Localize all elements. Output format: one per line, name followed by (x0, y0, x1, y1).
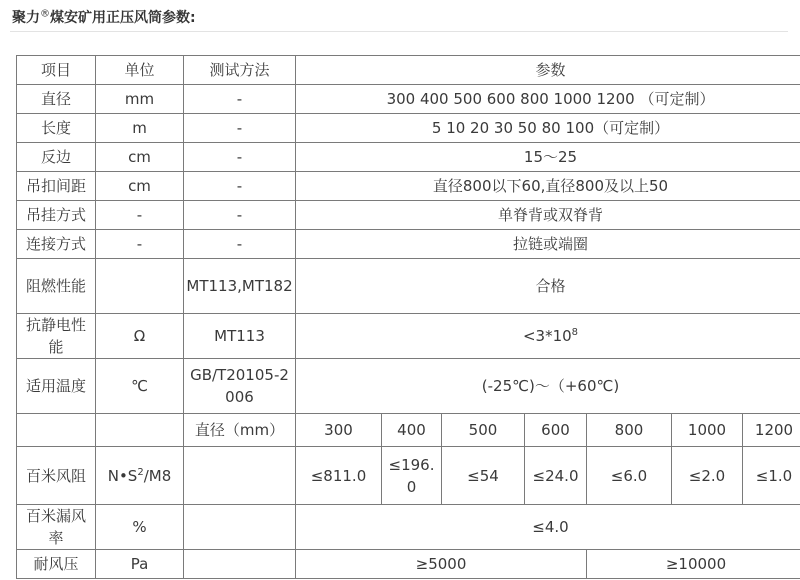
empty-cell (17, 414, 96, 447)
heading-title: 煤安矿用正压风筒参数: (50, 10, 196, 26)
row-value: ≤4.0 (296, 505, 800, 550)
row-value: 15～25 (296, 143, 800, 172)
table-header-row (17, 56, 800, 85)
page-heading (12, 7, 196, 27)
row-value: (-25℃)～（+60℃) (296, 359, 800, 414)
row-item: 抗静电性能 (17, 314, 96, 359)
row-value (296, 314, 800, 359)
unit-exponent: 2 (137, 466, 144, 478)
row-value: 300 400 500 600 800 1000 1200 （可定制） (296, 85, 800, 114)
row-value: 直径800以下60,直径800及以上50 (296, 172, 800, 201)
row-value: 5 10 20 30 50 80 100（可定制） (296, 114, 800, 143)
row-value: 单脊背或双脊背 (296, 201, 800, 230)
row-unit: ℃ (96, 359, 184, 414)
diameter-value: 800 (587, 414, 672, 447)
table-row (17, 85, 800, 114)
row-method: - (184, 201, 296, 230)
value-base: <3*10 (522, 327, 572, 345)
row-method: - (184, 172, 296, 201)
row-item: 吊扣间距 (17, 172, 96, 201)
header-item: 项目 (17, 56, 96, 85)
table-row (17, 172, 800, 201)
registered-mark: ® (40, 8, 50, 20)
row-method: - (184, 85, 296, 114)
resistance-value: ≤196.0 (382, 447, 442, 505)
diameter-value: 500 (442, 414, 525, 447)
empty-cell (184, 447, 296, 505)
table-row-wind-resistance (17, 447, 800, 505)
pressure-value-large: ≥10000 (587, 550, 800, 579)
empty-cell (184, 550, 296, 579)
row-unit: - (96, 230, 184, 259)
row-unit: Ω (96, 314, 184, 359)
row-item: 百米漏风率 (17, 505, 96, 550)
diameter-value: 1200 (743, 414, 800, 447)
resistance-value: ≤2.0 (672, 447, 743, 505)
table-row-leakage (17, 505, 800, 550)
row-value: 拉链或端圈 (296, 230, 800, 259)
unit-base: N•S (107, 466, 138, 485)
row-unit: - (96, 201, 184, 230)
row-unit (96, 447, 184, 505)
row-item: 反边 (17, 143, 96, 172)
row-method: - (184, 143, 296, 172)
table-row-pressure (17, 550, 800, 579)
pressure-value-small: ≥5000 (296, 550, 587, 579)
unit-tail: /M8 (143, 466, 172, 485)
row-unit: cm (96, 172, 184, 201)
heading-divider (10, 31, 788, 32)
row-unit: m (96, 114, 184, 143)
row-method: - (184, 230, 296, 259)
header-param: 参数 (296, 56, 800, 85)
value-exponent: 8 (571, 327, 579, 338)
parameter-table (16, 55, 800, 579)
row-value: 合格 (296, 259, 800, 314)
row-method: - (184, 114, 296, 143)
row-unit: Pa (96, 550, 184, 579)
row-unit: mm (96, 85, 184, 114)
header-method: 测试方法 (184, 56, 296, 85)
table-row-diameters (17, 414, 800, 447)
empty-cell (184, 505, 296, 550)
row-item: 耐风压 (17, 550, 96, 579)
row-item: 吊挂方式 (17, 201, 96, 230)
row-item: 连接方式 (17, 230, 96, 259)
row-item: 直径 (17, 85, 96, 114)
diameter-value: 600 (525, 414, 587, 447)
row-item: 百米风阻 (17, 447, 96, 505)
resistance-value: ≤24.0 (525, 447, 587, 505)
resistance-value: ≤1.0 (743, 447, 800, 505)
row-unit (96, 259, 184, 314)
heading-brand: 聚力 (12, 10, 40, 26)
table-row (17, 259, 800, 314)
diameter-value: 1000 (672, 414, 743, 447)
row-unit: cm (96, 143, 184, 172)
row-method: MT113 (184, 314, 296, 359)
table-row (17, 143, 800, 172)
diameter-value: 300 (296, 414, 382, 447)
header-unit: 单位 (96, 56, 184, 85)
table-row-antistatic (17, 314, 800, 359)
diameter-value: 400 (382, 414, 442, 447)
table-row (17, 230, 800, 259)
table-row (17, 114, 800, 143)
row-item: 长度 (17, 114, 96, 143)
table-row (17, 201, 800, 230)
empty-cell (96, 414, 184, 447)
row-method: GB/T20105-2006 (184, 359, 296, 414)
table-row-temperature (17, 359, 800, 414)
row-item: 阻燃性能 (17, 259, 96, 314)
diameter-label: 直径（mm） (184, 414, 296, 447)
resistance-value: ≤811.0 (296, 447, 382, 505)
row-unit: % (96, 505, 184, 550)
row-method: MT113,MT182 (184, 259, 296, 314)
row-item: 适用温度 (17, 359, 96, 414)
resistance-value: ≤54 (442, 447, 525, 505)
resistance-value: ≤6.0 (587, 447, 672, 505)
